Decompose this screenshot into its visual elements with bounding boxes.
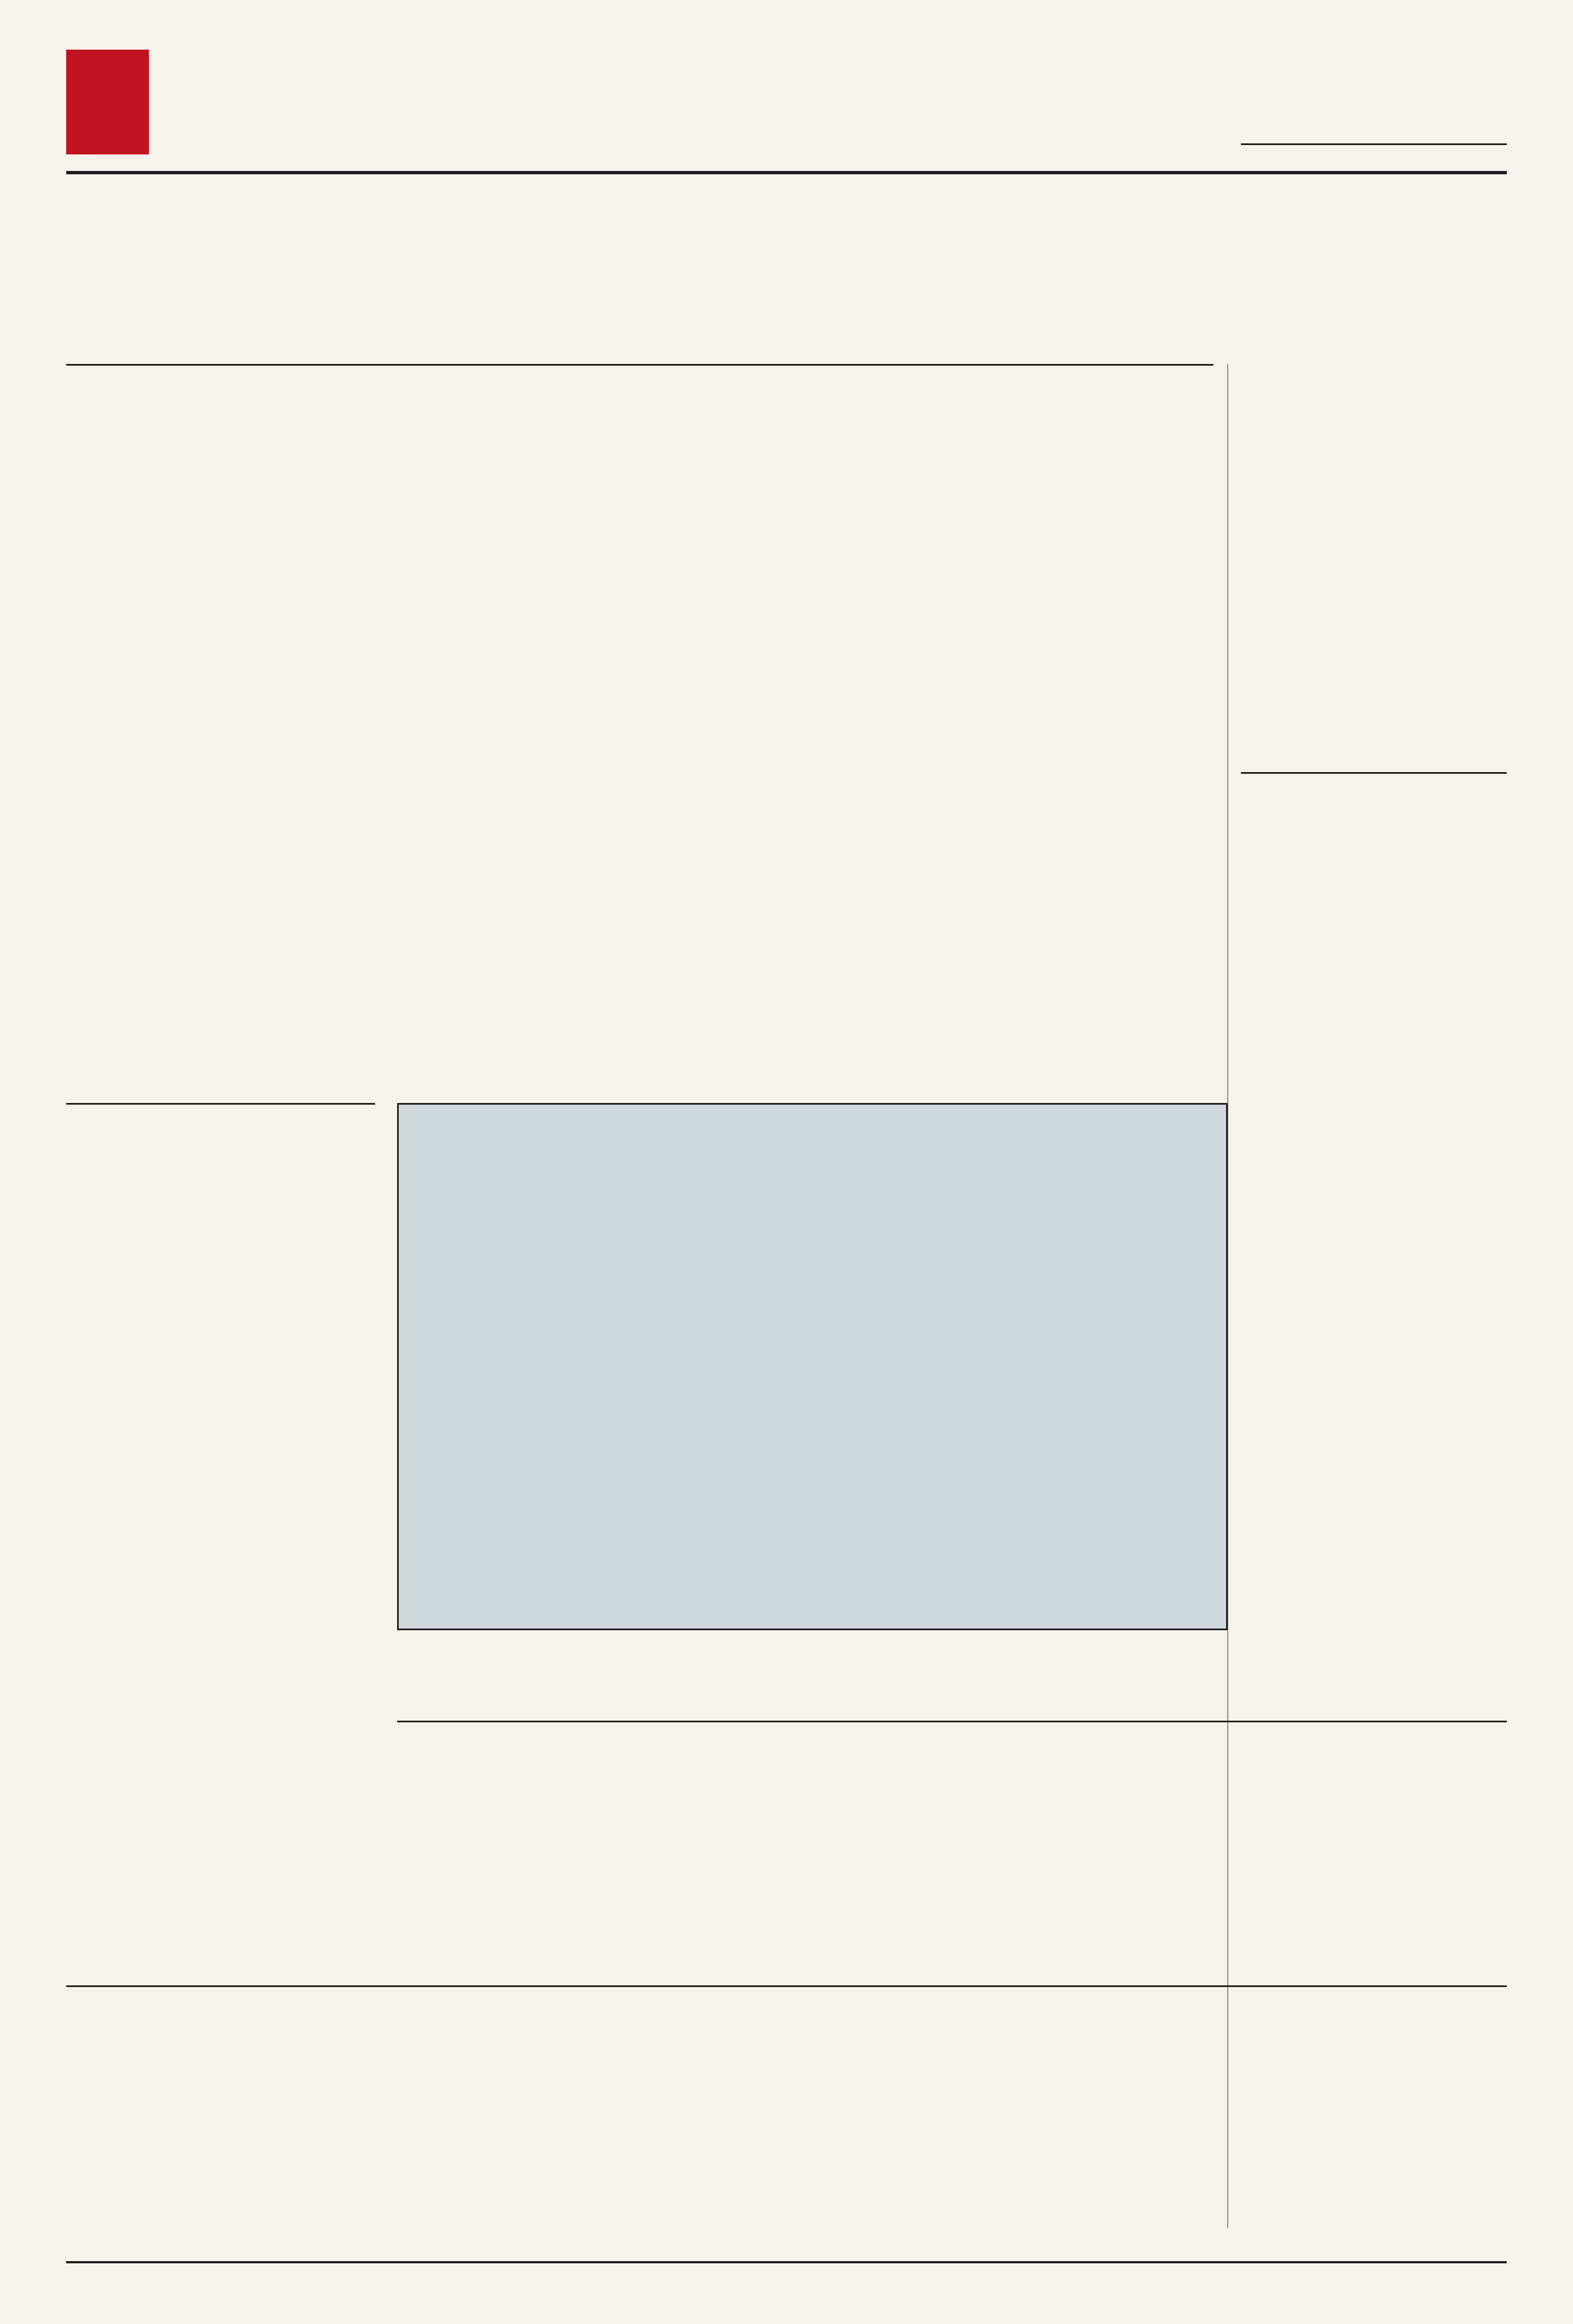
aid-column — [66, 1103, 375, 1987]
side-story-1 — [1241, 143, 1507, 752]
newspaper-logo — [66, 50, 353, 154]
logo-mark — [66, 50, 149, 154]
feature-2 — [66, 1985, 1507, 2241]
lead-story — [66, 364, 1213, 1083]
side-story-2 — [1241, 772, 1507, 1380]
news-photo — [397, 1103, 1228, 1630]
feature-1 — [397, 1721, 1507, 1954]
page-footer — [66, 2261, 1507, 2302]
